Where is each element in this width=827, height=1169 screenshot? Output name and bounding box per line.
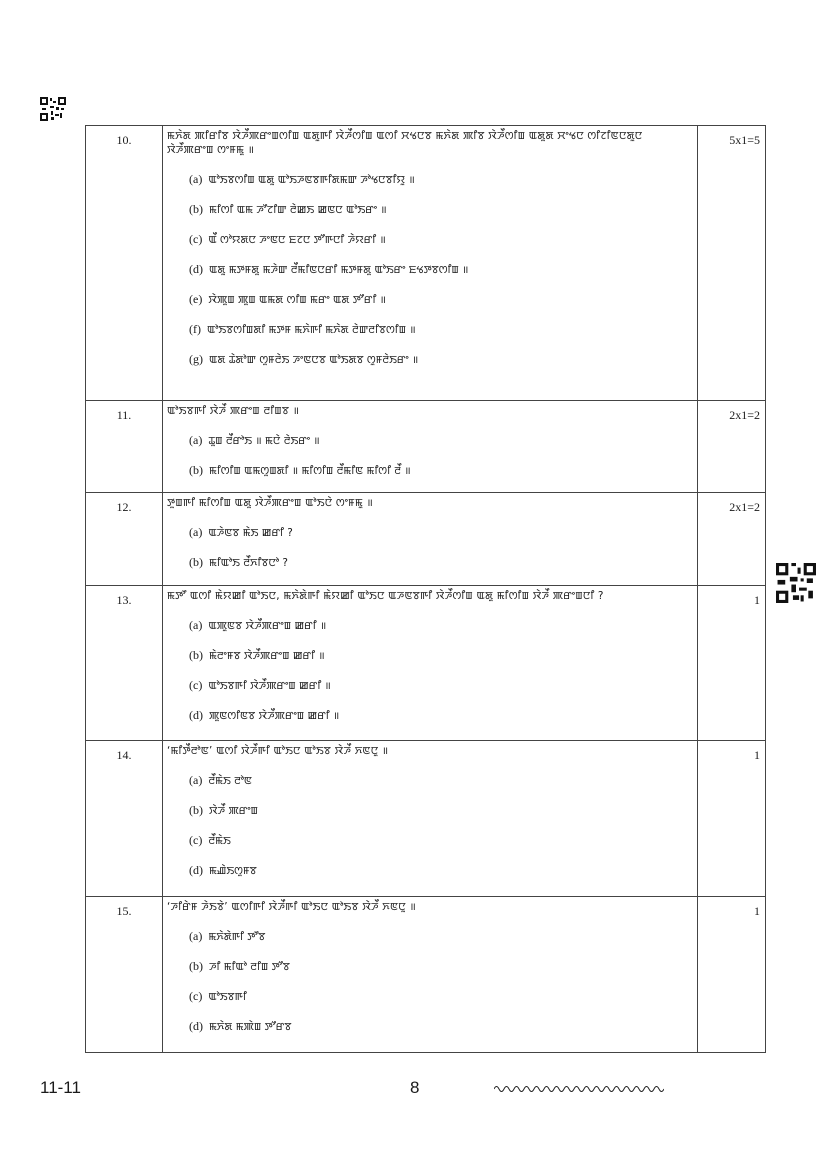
option [189, 232, 691, 247]
option-text: ꯍꯤ ꯃꯤꯑꯣ ꯂꯤꯡ ꯇꯧꯕ [209, 961, 290, 973]
option-label: (a) [189, 618, 203, 632]
option-text: ꯃꯤꯑꯣꯏ ꯂꯩꯈꯤꯕꯅꯣ ? [209, 557, 288, 569]
option-label: (a) [189, 773, 203, 787]
option-text: ꯑꯣꯏꯕꯒꯤ ꯋꯥꯍꯩꯄꯔꯦꯡ ꯀꯔꯤ ॥ [208, 680, 331, 692]
option-text: ꯑꯣꯏꯕꯁꯤꯡꯗꯤ ꯃꯇꯝ ꯃꯈꯥꯒꯤ ꯃꯈꯥꯗ ꯂꯥꯛꯂꯤꯕꯁꯤꯡ ॥ [207, 324, 416, 336]
question-row [86, 401, 766, 493]
question-stem: ‘ꯍꯤꯔꯥꯝ ꯍꯥꯏꯕꯥ’ ꯑꯁꯤꯒꯤ ꯋꯥꯍꯩꯒꯤ ꯑꯣꯏꯅ ꯑꯣꯏꯕ ꯋꯥꯍꯩ ꯈꯟꯅꯨ ॥ [167, 901, 416, 913]
option [189, 833, 691, 848]
option-text: ꯃꯤꯁꯤꯡ ꯑꯃꯁꯨꯡꯗꯤ ॥ ꯃꯤꯁꯤꯡ ꯂꯩꯃꯤꯟ ꯃꯤꯁꯤ ꯂꯩ ॥ [209, 465, 411, 477]
question-stem: ꯑꯣꯏꯕꯒꯤ ꯋꯥꯍꯩ ꯄꯔꯦꯡ ꯂꯤꯡꯕ ॥ [167, 405, 300, 417]
question-content [163, 897, 698, 1053]
option-text: ꯃꯈꯥꯗ ꯃꯄꯥꯡ ꯇꯧꯔꯕ [209, 1021, 292, 1033]
option-label: (b) [189, 463, 203, 477]
question-content [163, 741, 698, 897]
question-stem: ꯃꯈꯥꯗ ꯄꯤꯔꯤꯕ ꯋꯥꯍꯩꯄꯔꯦꯡꯁꯤꯡ ꯑꯗꯨꯒꯤ ꯋꯥꯍꯩꯁꯤꯡ ꯑꯁꯤ ꯆꯠꯅꯕ ꯃꯈꯥꯗ ꯄꯤꯕ ꯋꯥꯍꯩꯁꯤꯡ ꯑꯗꯨꯗ ꯆꯦꯠꯅ ꯁꯤꯖꯤꯟꯅꯗꯨꯅ ꯋꯥꯍꯩꯄꯔꯦꯡ ꯁꯦꯝꯃꯨ ॥ [167, 130, 643, 156]
option [189, 555, 691, 570]
option-label: (b) [189, 803, 203, 817]
option [189, 262, 691, 277]
paper-code: 11-11 [40, 1078, 81, 1097]
option-text: ꯑꯄꯨꯟꯕ ꯋꯥꯍꯩꯄꯔꯦꯡ ꯀꯔꯤ ॥ [208, 620, 327, 632]
option [189, 863, 691, 878]
option [189, 803, 691, 818]
option-text: ꯋꯥꯄꯨꯡ ꯄꯨꯡ ꯑꯃꯗ ꯁꯤꯡ ꯃꯔꯦ ꯑꯗ ꯇꯧꯔꯤ ॥ [208, 294, 386, 306]
option-label: (a) [189, 929, 203, 943]
option-text: ꯑꯗꯨ ꯃꯇꯝꯗꯨ ꯃꯍꯥꯛ ꯂꯩꯃꯤꯟꯅꯔꯤ ꯃꯇꯝꯗꯨ ꯑꯣꯏꯔꯦ ꯐꯠꯇꯕꯁꯤꯡ ॥ [209, 264, 469, 276]
question-number: 12. [86, 493, 163, 586]
option [189, 525, 691, 540]
option-text: ꯂꯩꯃꯥꯏ ꯂꯣꯟ [208, 775, 252, 787]
question-number: 11. [86, 401, 163, 493]
option-label: (a) [189, 172, 203, 186]
option-label: (c) [189, 833, 203, 847]
option [189, 172, 691, 187]
question-row [86, 493, 766, 586]
question-marks: 1 [698, 741, 766, 897]
option-label: (b) [189, 959, 203, 973]
question-content [163, 586, 698, 741]
question-row [86, 897, 766, 1053]
wavy-line-icon [494, 1081, 664, 1099]
question-marks: 2x1=2 [698, 401, 766, 493]
option [189, 708, 691, 723]
question-row [86, 126, 766, 401]
question-number: 13. [86, 586, 163, 741]
option-label: (b) [189, 648, 203, 662]
qr-code-icon [776, 563, 816, 603]
option-label: (d) [189, 262, 203, 276]
option [189, 678, 691, 693]
option-label: (d) [189, 1019, 203, 1033]
question-marks: 1 [698, 897, 766, 1053]
option-label: (c) [189, 678, 203, 692]
page-number: 8 [410, 1078, 420, 1097]
option [189, 202, 691, 217]
option-label: (c) [189, 989, 203, 1003]
option-label: (g) [189, 352, 203, 366]
option-text: ꯑꯣꯏꯕꯁꯤꯡ ꯑꯗꯨ ꯑꯣꯏꯍꯟꯕꯒꯤꯗꯃꯛ ꯍꯣꯠꯅꯕꯤꯌꯨ ॥ [208, 174, 415, 186]
option [189, 618, 691, 633]
option-label: (a) [189, 525, 203, 539]
option-text: ꯃꯉꯥꯏꯁꯨꯝꯕ [209, 865, 257, 877]
question-content [163, 493, 698, 586]
option [189, 773, 691, 788]
option-text: ꯑꯗ ꯊꯥꯗꯣꯛ ꯁꯨꯝꯂꯥꯏ ꯍꯦꯟꯅꯕ ꯑꯣꯏꯗꯕ ꯁꯨꯝꯂꯥꯏꯔꯦ ॥ [209, 354, 419, 366]
question-content [163, 126, 698, 401]
question-number: 14. [86, 741, 163, 897]
question-stem: ꯃꯇꯧ ꯑꯁꯤ ꯃꯥꯌꯀꯤ ꯑꯣꯏꯅ, ꯃꯈꯥꯗꯥꯒꯤ ꯃꯥꯌꯀꯤ ꯑꯣꯏꯅ ꯑꯍꯟꯕꯒꯤ ꯋꯥꯍꯩꯁꯤꯡ ꯑꯗꯨ ꯃꯤꯁꯤꯡ ꯋꯥꯍꯩ ꯄꯔꯦꯡꯅꯤ ? [167, 590, 604, 602]
option-text: ꯋꯥꯍꯩ ꯄꯔꯦꯡ [209, 805, 258, 817]
option [189, 648, 691, 663]
option-label: (f) [189, 322, 201, 336]
question-number: 10. [86, 126, 163, 401]
option-label: (c) [189, 232, 203, 246]
question-stem: ‘ꯃꯤꯇꯩꯂꯣꯟ’ ꯑꯁꯤ ꯋꯥꯍꯩꯒꯤ ꯑꯣꯏꯅ ꯑꯣꯏꯕ ꯋꯥꯍꯩ ꯈꯟꯅꯨ ॥ [167, 745, 389, 757]
question-row [86, 741, 766, 897]
option-label: (b) [189, 202, 203, 216]
question-stem: ꯇꯨꯡꯒꯤ ꯃꯤꯁꯤꯡ ꯑꯗꯨ ꯋꯥꯍꯩꯄꯔꯦꯡ ꯑꯣꯏꯅꯥ ꯁꯦꯝꯃꯨ ॥ [167, 497, 374, 509]
option [189, 463, 691, 478]
question-table [85, 125, 766, 1053]
option-label: (d) [189, 708, 203, 722]
option-label: (e) [189, 292, 203, 306]
option [189, 929, 691, 944]
option [189, 959, 691, 974]
question-row [86, 586, 766, 741]
option-text: ꯄꯨꯟꯁꯤꯟꯕ ꯋꯥꯍꯩꯄꯔꯦꯡ ꯀꯔꯤ ॥ [209, 710, 340, 722]
qr-code-icon [40, 97, 66, 121]
option-text: ꯑꯍꯥꯟꯕ ꯃꯥꯏ ꯀꯔꯤ ? [208, 527, 293, 539]
option-text: ꯑꯣꯏꯕꯒꯤ [208, 991, 247, 1003]
option-label: (d) [189, 863, 203, 877]
question-marks: 1 [698, 586, 766, 741]
question-content [163, 401, 698, 493]
question-marks: 5x1=5 [698, 126, 766, 401]
option [189, 989, 691, 1004]
option-text: ꯑꯩ ꯁꯣꯌꯗꯅ ꯍꯦꯟꯅ ꯐꯖꯅ ꯇꯧꯒꯅꯤ ꯍꯥꯌꯔꯤ ॥ [208, 234, 386, 246]
question-number: 15. [86, 897, 163, 1053]
option-text: ꯊꯨꯡ ꯂꯩꯔꯣꯏ ॥ ꯃꯅꯥ ꯂꯥꯏꯔꯦ ॥ [208, 435, 320, 447]
option-text: ꯃꯈꯥꯗꯥꯒꯤ ꯇꯧꯕ [208, 931, 266, 943]
option-label: (b) [189, 555, 203, 569]
option-text: ꯃꯥꯂꯦꯝꯕ ꯋꯥꯍꯩꯄꯔꯦꯡ ꯀꯔꯤ ॥ [209, 650, 325, 662]
option [189, 1019, 691, 1034]
option [189, 433, 691, 448]
option [189, 322, 691, 337]
option-text: ꯂꯩꯃꯥꯏ [208, 835, 231, 847]
option [189, 292, 691, 307]
option-label: (a) [189, 433, 203, 447]
option [189, 352, 691, 367]
option-text: ꯃꯤꯁꯤ ꯑꯃ ꯍꯧꯖꯤꯛ ꯂꯥꯀꯏ ꯀꯟꯅ ꯑꯣꯏꯔꯦ ॥ [209, 204, 387, 216]
question-marks: 2x1=2 [698, 493, 766, 586]
